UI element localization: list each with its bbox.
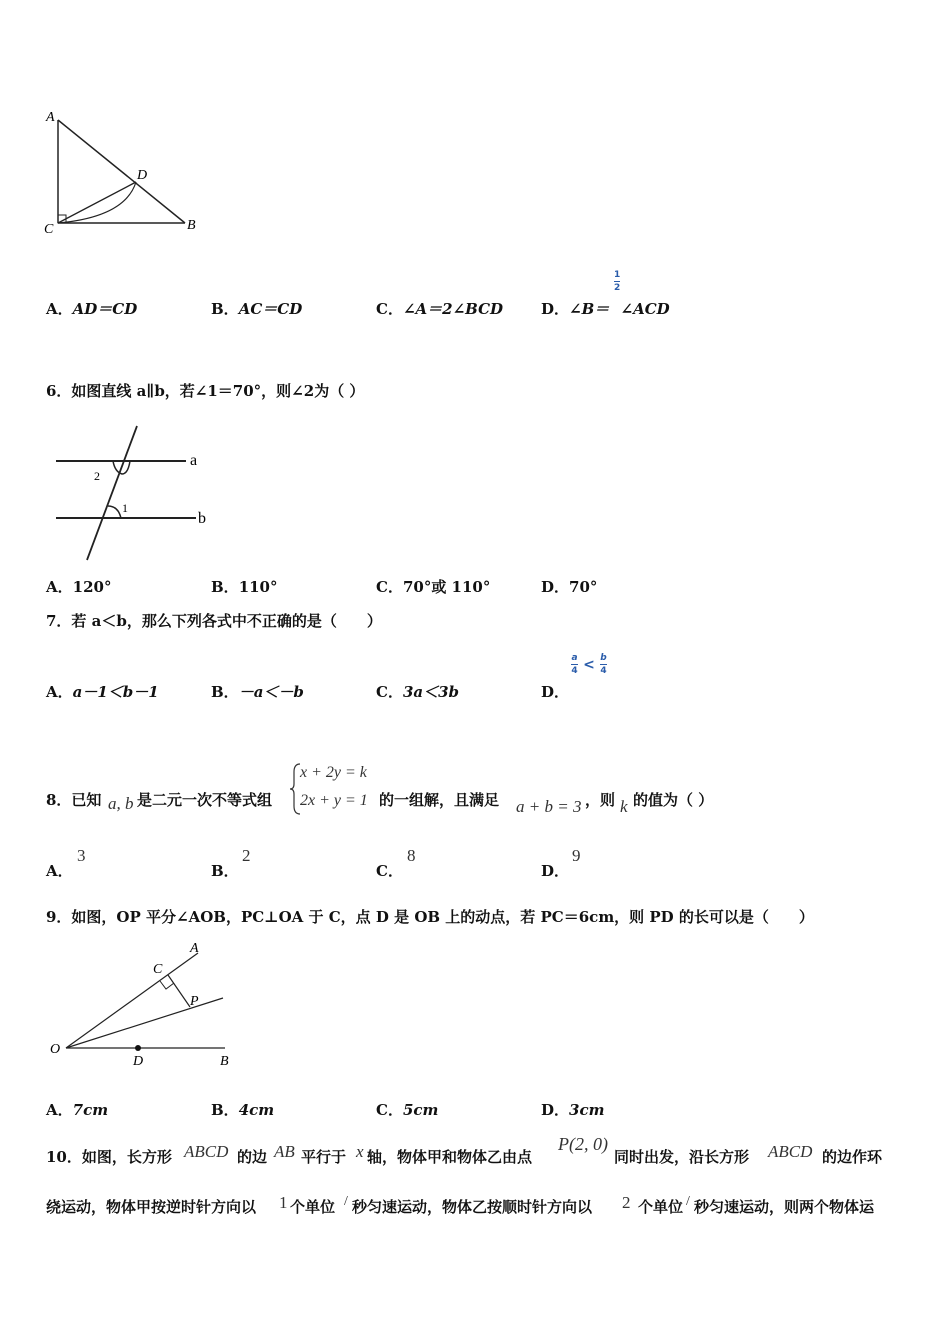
q9-option-c[interactable] bbox=[376, 1099, 438, 1120]
fraction-a-numerator: a bbox=[571, 653, 578, 663]
q5-label-b: B bbox=[187, 218, 196, 233]
option-letter: A． bbox=[46, 862, 73, 880]
q9-right-angle-mark bbox=[160, 981, 174, 989]
q9-option-b[interactable] bbox=[211, 1099, 274, 1120]
option-letter: D． bbox=[541, 1101, 570, 1119]
q10-part-2: 的边 bbox=[237, 1148, 268, 1166]
option-letter: A． bbox=[46, 1101, 73, 1119]
option-letter: D． bbox=[541, 300, 570, 318]
option-letter: D． bbox=[541, 578, 570, 596]
option-letter: C． bbox=[376, 578, 403, 596]
q10-speed-2: 2 bbox=[622, 1193, 631, 1212]
option-letter: A． bbox=[46, 683, 73, 701]
q8-option-d-value: 9 bbox=[572, 846, 581, 865]
q8-equation-2: 2x + y = 1 bbox=[300, 792, 368, 809]
q8-end: 的值为（ ） bbox=[633, 791, 714, 809]
q7-option-d[interactable] bbox=[541, 681, 569, 702]
q6-option-c[interactable] bbox=[376, 576, 490, 597]
q8-option-d[interactable] bbox=[541, 860, 569, 881]
q7-option-c[interactable] bbox=[376, 681, 459, 702]
q10-line2-d: 个单位 bbox=[638, 1198, 684, 1216]
q8-option-b[interactable] bbox=[211, 860, 239, 881]
q8-condition: a + b = 3 bbox=[516, 797, 582, 816]
option-text: 4cm bbox=[238, 1101, 275, 1119]
q5-segment-cd bbox=[58, 182, 136, 223]
option-letter: B． bbox=[211, 578, 239, 596]
q8-equation-1: x + 2y = k bbox=[300, 764, 367, 781]
fraction-b-denominator: 4 bbox=[600, 666, 607, 676]
q9-stem: 9．如图，OP 平分∠AOB，PC⊥OA 于 C，点 D 是 OB 上的动点，若 PC＝6cm，则 PD 的长可以是（ ） bbox=[46, 908, 814, 926]
option-text-pre: ∠B＝ bbox=[569, 300, 610, 318]
fraction-b-numerator: b bbox=[600, 653, 607, 663]
q6-stem: 6．如图直线 a∥b，若∠1＝70°，则∠2为（ ） bbox=[46, 382, 365, 400]
q8-vars: a, b bbox=[108, 794, 134, 813]
q5-option-d[interactable] bbox=[541, 298, 670, 319]
q10-speed-1: 1 bbox=[279, 1193, 288, 1212]
q6-option-a[interactable] bbox=[46, 576, 111, 597]
q8-after: 的一组解，且满足 bbox=[379, 791, 500, 809]
q10-line2-b: 个单位 bbox=[290, 1198, 336, 1216]
q10-line2-c: 秒匀速运动，物体乙按顺时针方向以 bbox=[352, 1198, 593, 1216]
q10-line2-e: 秒匀速运动，则两个物体运 bbox=[694, 1198, 875, 1216]
option-text: 3cm bbox=[569, 1101, 605, 1119]
q5-option-b[interactable] bbox=[211, 298, 302, 319]
q10-part-1: 10．如图，长方形 bbox=[46, 1148, 172, 1166]
q9-segment-pc bbox=[168, 975, 190, 1007]
q5-triangle-figure bbox=[40, 105, 210, 240]
option-text-post: ∠ACD bbox=[620, 300, 670, 318]
option-text: ∠A＝2∠BCD bbox=[402, 300, 504, 318]
q6-transversal bbox=[87, 426, 137, 560]
q10-axis-x: x bbox=[356, 1142, 364, 1161]
q8-option-a[interactable] bbox=[46, 860, 73, 881]
fraction-numerator: 1 bbox=[614, 270, 621, 280]
option-text: a－1＜b－1 bbox=[72, 683, 159, 701]
option-letter: B． bbox=[211, 300, 239, 318]
option-text: AC＝CD bbox=[238, 300, 303, 318]
q10-slash-1: / bbox=[344, 1194, 348, 1209]
option-text: AD＝CD bbox=[72, 300, 138, 318]
q5-option-a[interactable] bbox=[46, 298, 137, 319]
option-letter: D． bbox=[541, 683, 570, 701]
option-text: 3a＜3b bbox=[402, 683, 460, 701]
option-text: 5cm bbox=[402, 1101, 439, 1119]
q10-point-p: P(2, 0) bbox=[558, 1134, 608, 1154]
q6-label-angle-2: 2 bbox=[94, 469, 100, 483]
q6-label-a: a bbox=[190, 452, 198, 469]
q5-option-c[interactable] bbox=[376, 298, 503, 319]
option-text: 120° bbox=[72, 578, 112, 596]
option-letter: C． bbox=[376, 862, 403, 880]
q8-option-b-value: 2 bbox=[242, 846, 251, 865]
q9-label-c: C bbox=[153, 962, 163, 977]
option-letter: C． bbox=[376, 1101, 403, 1119]
q7-option-d-fraction-expr bbox=[571, 653, 607, 676]
q9-ray-op bbox=[66, 998, 223, 1048]
q6-parallel-lines-figure bbox=[50, 420, 220, 565]
option-text: －a＜－b bbox=[238, 683, 304, 701]
q5-label-d: D bbox=[137, 168, 148, 183]
q6-label-b: b bbox=[198, 510, 206, 527]
option-letter: D． bbox=[541, 862, 570, 880]
q7-option-a[interactable] bbox=[46, 681, 159, 702]
option-letter: A． bbox=[46, 300, 73, 318]
q9-label-a: A bbox=[190, 941, 199, 956]
fraction-denominator: 2 bbox=[614, 283, 621, 293]
q10-part-4: 轴，物体甲和物体乙由点 bbox=[367, 1148, 533, 1166]
option-letter: B． bbox=[211, 683, 239, 701]
q6-angle-1-arc bbox=[108, 506, 121, 518]
q9-option-d[interactable] bbox=[541, 1099, 604, 1120]
q8-num: 8．已知 bbox=[46, 791, 102, 809]
q10-slash-2: / bbox=[686, 1194, 690, 1209]
q5-side-ab bbox=[58, 120, 185, 223]
q10-line2-a: 绕运动，物体甲按逆时针方向以 bbox=[46, 1198, 257, 1216]
option-text: 70° bbox=[569, 578, 598, 596]
q8-option-a-value: 3 bbox=[77, 846, 86, 865]
q9-ray-oa bbox=[66, 953, 198, 1048]
option-letter: C． bbox=[376, 683, 403, 701]
q8-option-c-value: 8 bbox=[407, 846, 416, 865]
q6-label-angle-1: 1 bbox=[122, 501, 128, 515]
q10-part-6: 的边作环 bbox=[822, 1148, 883, 1166]
q9-label-p: P bbox=[190, 994, 199, 1009]
q10-part-5: 同时出发，沿长方形 bbox=[614, 1148, 750, 1166]
q10-rect-abcd: ABCD bbox=[184, 1142, 229, 1161]
q8-mid: 是二元一次不等式组 bbox=[137, 791, 273, 809]
q9-label-o: O bbox=[50, 1042, 61, 1057]
option-text: 110° bbox=[238, 578, 278, 596]
option-letter: A． bbox=[46, 578, 73, 596]
q9-label-b: B bbox=[220, 1054, 229, 1069]
option-letter: B． bbox=[211, 1101, 239, 1119]
q6-option-d[interactable] bbox=[541, 576, 597, 597]
less-than-sign: < bbox=[583, 656, 595, 673]
q8-then: ，则 bbox=[585, 791, 616, 809]
option-text: 70°或 110° bbox=[402, 578, 491, 596]
q5-label-c: C bbox=[44, 222, 54, 237]
q7-option-b[interactable] bbox=[211, 681, 304, 702]
q10-side-ab: AB bbox=[274, 1142, 295, 1161]
q9-point-d bbox=[135, 1045, 141, 1051]
q8-k: k bbox=[620, 797, 628, 816]
q7-stem: 7．若 a＜b，那么下列各式中不正确的是（ ） bbox=[46, 612, 382, 630]
q8-option-c[interactable] bbox=[376, 860, 403, 881]
option-text: 7cm bbox=[72, 1101, 109, 1119]
fraction-a-denominator: 4 bbox=[571, 666, 578, 676]
q5-option-d-fraction bbox=[614, 270, 620, 293]
q9-angle-bisector-figure bbox=[40, 935, 240, 1070]
q9-label-d: D bbox=[133, 1054, 144, 1069]
q10-part-3: 平行于 bbox=[301, 1148, 347, 1166]
option-letter: C． bbox=[376, 300, 403, 318]
option-letter: B． bbox=[211, 862, 239, 880]
q10-rect-abcd-2: ABCD bbox=[768, 1142, 813, 1161]
q6-option-b[interactable] bbox=[211, 576, 278, 597]
q5-label-a: A bbox=[46, 110, 55, 125]
q9-option-a[interactable] bbox=[46, 1099, 108, 1120]
